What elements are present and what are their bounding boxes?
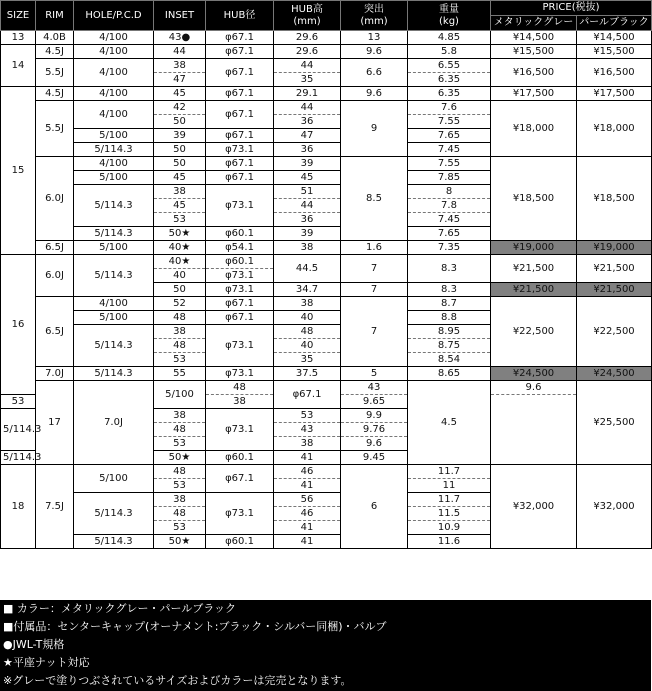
hub-height-cell: 43	[341, 381, 408, 395]
weight-cell: 9.65	[341, 395, 408, 409]
note-soldout: ※グレーで塗りつぶされているサイズおよびカラーは完売となります。	[3, 674, 352, 687]
hub-dia-cell: φ67.1	[206, 297, 274, 311]
hub-height-cell: 34.7	[274, 283, 341, 297]
header-hub-height	[274, 1, 341, 31]
weight-cell: 8.3	[408, 255, 491, 283]
weight-cell: 7.65	[408, 227, 491, 241]
price-pearl-black-cell-soldout: ¥24,500	[577, 367, 652, 381]
hub-height-cell: 29.1	[274, 87, 341, 101]
hub-height-cell: 48	[274, 325, 341, 339]
price-pearl-black-cell: ¥18,000	[577, 101, 652, 157]
inset-cell: 45	[154, 171, 206, 185]
header-inset: INSET	[154, 1, 206, 31]
inset-cell: 47	[154, 73, 206, 87]
weight-cell: 6.35	[408, 73, 491, 87]
weight-cell: 5.8	[408, 45, 491, 59]
inset-cell: 38	[154, 493, 206, 507]
inset-cell: 38	[154, 185, 206, 199]
inset-cell: 50★	[154, 535, 206, 549]
hub-dia-cell: φ73.1	[206, 143, 274, 157]
protrusion-cell: 7	[341, 283, 408, 297]
protrusion-cell: 5	[341, 367, 408, 381]
hub-dia-cell: φ67.1	[206, 31, 274, 45]
size-cell: 13	[1, 31, 36, 45]
hub-height-cell: 41	[274, 451, 341, 465]
header-size: SIZE	[1, 1, 36, 31]
price-pearl-black-cell-soldout: ¥21,500	[577, 283, 652, 297]
protrusion-cell: 8.5	[341, 157, 408, 241]
weight-cell: 11.5	[408, 507, 491, 521]
weight-cell: 7.65	[408, 129, 491, 143]
weight-cell: 7.55	[408, 115, 491, 129]
price-metallic-gray-cell-soldout: ¥19,000	[491, 241, 577, 255]
price-pearl-black-cell: ¥15,500	[577, 45, 652, 59]
weight-cell: 9.76	[341, 423, 408, 437]
inset-cell: 50	[154, 283, 206, 297]
weight-cell: 8.54	[408, 353, 491, 367]
header-weight	[408, 1, 491, 31]
pcd-cell: 5/100	[74, 311, 154, 325]
header-weight-label: 重量	[439, 3, 459, 15]
inset-cell: 48	[154, 465, 206, 479]
weight-cell: 8.95	[408, 325, 491, 339]
header-protrusion-label: 突出	[364, 3, 384, 15]
hub-height-cell: 39	[274, 227, 341, 241]
inset-cell: 53	[154, 437, 206, 451]
rim-cell: 6.5J	[36, 241, 74, 255]
hub-height-cell: 44.5	[274, 255, 341, 283]
weight-cell: 8.65	[408, 367, 491, 381]
hub-dia-cell: φ73.1	[206, 325, 274, 367]
table-row	[1, 297, 652, 311]
hub-dia-cell: φ67.1	[206, 101, 274, 129]
hub-dia-cell: φ73.1	[206, 269, 274, 283]
hub-height-cell: 38	[206, 395, 274, 409]
rim-cell: 6.0J	[36, 157, 74, 241]
header-protrusion	[341, 1, 408, 31]
table-row	[1, 59, 652, 73]
hub-height-cell: 38	[274, 241, 341, 255]
hub-height-cell: 46	[274, 507, 341, 521]
hub-dia-cell: φ54.1	[206, 241, 274, 255]
table-row	[1, 241, 652, 255]
price-metallic-gray-cell: ¥18,500	[491, 157, 577, 241]
weight-cell: 9.6	[341, 437, 408, 451]
pcd-cell: 5/100	[74, 241, 154, 255]
note-accessories: ■付属品：センターキャップ(オーナメント:ブラック・シルバー同梱)・バルブ	[3, 620, 387, 633]
pcd-cell: 4/100	[74, 101, 154, 129]
price-pearl-black-cell: ¥17,500	[577, 87, 652, 101]
table-row	[1, 381, 652, 395]
hub-height-cell: 29.6	[274, 45, 341, 59]
size-cell: 14	[1, 45, 36, 87]
table-row	[1, 101, 652, 115]
rim-cell: 7.0J	[36, 367, 74, 381]
price-pearl-black-cell: ¥14,500	[577, 31, 652, 45]
weight-cell: 10.9	[408, 521, 491, 535]
inset-cell: 53	[154, 479, 206, 493]
weight-cell: 9.9	[341, 409, 408, 423]
header-hub-height-label: HUB高	[291, 3, 323, 15]
protrusion-cell: 9.6	[341, 87, 408, 101]
header-hole-pcd: HOLE/P.C.D	[74, 1, 154, 31]
protrusion-cell: 13	[341, 31, 408, 45]
hub-height-cell: 35	[274, 73, 341, 87]
inset-cell: 40★	[154, 255, 206, 269]
pcd-cell: 4/100	[74, 31, 154, 45]
protrusion-cell: 7	[341, 297, 408, 367]
hub-height-cell: 29.6	[274, 31, 341, 45]
note-flat-seat-nut: ★平座ナット対応	[3, 656, 90, 669]
header-weight-unit: (kg)	[439, 15, 459, 27]
hub-dia-cell: φ73.1	[206, 185, 274, 227]
hub-dia-cell: φ60.1	[206, 535, 274, 549]
price-metallic-gray-cell: ¥18,000	[491, 101, 577, 157]
weight-cell: 9.45	[341, 451, 408, 465]
price-pearl-black-cell: ¥16,500	[577, 59, 652, 87]
hub-height-cell: 43	[274, 423, 341, 437]
inset-cell: 50★	[154, 451, 206, 465]
rim-cell: 4.0B	[36, 31, 74, 45]
hub-height-cell: 38	[274, 437, 341, 451]
weight-cell: 8	[408, 185, 491, 199]
inset-cell: 50	[154, 115, 206, 129]
protrusion-cell: 7	[341, 255, 408, 283]
hub-dia-cell: φ67.1	[206, 45, 274, 59]
hub-dia-cell: φ67.1	[206, 171, 274, 185]
pcd-cell: 4/100	[74, 45, 154, 59]
weight-cell: 7.6	[408, 101, 491, 115]
protrusion-cell: 6	[341, 465, 408, 549]
inset-cell: 53	[1, 395, 36, 409]
hub-dia-cell: φ73.1	[206, 409, 274, 451]
pcd-cell: 4/100	[74, 157, 154, 171]
hub-dia-cell: φ67.1	[206, 157, 274, 171]
weight-cell: 7.85	[408, 171, 491, 185]
inset-cell: 55	[154, 367, 206, 381]
hub-dia-cell: φ67.1	[206, 465, 274, 493]
hub-height-cell: 41	[274, 521, 341, 535]
hub-height-cell: 44	[274, 101, 341, 115]
inset-cell: 40	[154, 269, 206, 283]
weight-cell: 8.8	[408, 311, 491, 325]
hub-dia-cell: φ60.1	[206, 451, 274, 465]
header-row-1	[1, 1, 652, 16]
pcd-cell: 4/100	[74, 87, 154, 101]
header-hub-diameter: HUB径	[206, 1, 274, 31]
pcd-cell: 5/114.3	[1, 451, 36, 465]
size-cell: 15	[1, 87, 36, 255]
hub-dia-cell: φ67.1	[206, 129, 274, 143]
pcd-cell: 5/114.3	[74, 493, 154, 535]
pcd-cell: 5/100	[74, 129, 154, 143]
price-pearl-black-cell: ¥18,500	[577, 157, 652, 241]
hub-height-cell: 40	[274, 339, 341, 353]
inset-cell: 50	[154, 143, 206, 157]
hub-height-cell: 37.5	[274, 367, 341, 381]
header-protrusion-unit: (mm)	[360, 15, 388, 27]
pcd-cell: 5/100	[74, 465, 154, 493]
hub-dia-cell: φ67.1	[206, 87, 274, 101]
weight-cell: 7.55	[408, 157, 491, 171]
rim-cell: 4.5J	[36, 45, 74, 59]
weight-cell: 9.6	[491, 381, 577, 395]
note-colors: ■ カラー：メタリックグレー・パールブラック	[3, 602, 237, 615]
inset-cell: 48	[154, 423, 206, 437]
hub-height-cell: 39	[274, 157, 341, 171]
hub-height-cell: 35	[274, 353, 341, 367]
inset-cell: 53	[154, 521, 206, 535]
rim-cell: 4.5J	[36, 87, 74, 101]
hub-height-cell: 46	[274, 465, 341, 479]
pcd-cell: 4/100	[74, 297, 154, 311]
header-hub-height-unit: (mm)	[293, 15, 321, 27]
inset-cell: 39	[154, 129, 206, 143]
price-metallic-gray-cell: ¥32,000	[491, 465, 577, 549]
price-pearl-black-cell: ¥32,000	[577, 465, 652, 549]
table-row	[1, 157, 652, 171]
rim-cell: 6.5J	[36, 297, 74, 367]
weight-cell: 11	[408, 479, 491, 493]
table-row	[1, 367, 652, 381]
weight-cell: 7.45	[408, 143, 491, 157]
pcd-cell: 5/114.3	[74, 185, 154, 227]
weight-cell: 8.3	[408, 283, 491, 297]
price-metallic-gray-cell: ¥22,500	[491, 297, 577, 367]
price-metallic-gray-cell: ¥14,500	[491, 31, 577, 45]
notes-footer	[0, 600, 651, 691]
price-pearl-black-cell: ¥22,500	[577, 297, 652, 367]
hub-height-cell: 40	[274, 311, 341, 325]
inset-cell: 50	[154, 157, 206, 171]
size-cell: 16	[1, 255, 36, 395]
weight-cell: 7.8	[408, 199, 491, 213]
pcd-cell: 5/114.3	[74, 367, 154, 381]
price-metallic-gray-cell: ¥21,500	[491, 255, 577, 283]
weight-cell: 6.35	[408, 87, 491, 101]
table-row	[1, 31, 652, 45]
hub-height-cell: 36	[274, 213, 341, 227]
rim-cell: 7.5J	[36, 465, 74, 549]
weight-cell: 11.7	[408, 465, 491, 479]
price-pearl-black-cell-soldout: ¥19,000	[577, 241, 652, 255]
pcd-cell: 5/114.3	[1, 409, 36, 451]
inset-cell: 43●	[154, 31, 206, 45]
rim-cell: 6.0J	[36, 255, 74, 297]
hub-height-cell: 51	[274, 185, 341, 199]
header-price: PRICE(税抜)	[491, 1, 652, 16]
price-metallic-gray-cell-soldout: ¥21,500	[491, 283, 577, 297]
pcd-cell: 5/100	[74, 171, 154, 185]
price-metallic-gray-cell: ¥25,500	[577, 381, 652, 465]
protrusion-cell: 9.6	[341, 45, 408, 59]
inset-cell: 38	[154, 409, 206, 423]
hub-dia-cell: φ73.1	[206, 283, 274, 297]
table-row	[1, 255, 652, 269]
inset-cell: 44	[154, 45, 206, 59]
inset-cell: 52	[154, 297, 206, 311]
hub-dia-cell: φ73.1	[206, 493, 274, 535]
hub-height-cell: 36	[274, 115, 341, 129]
hub-height-cell: 56	[274, 493, 341, 507]
pcd-cell: 5/100	[154, 381, 206, 409]
pcd-cell: 5/114.3	[74, 143, 154, 157]
weight-cell: 8.7	[408, 297, 491, 311]
size-cell: 18	[1, 465, 36, 549]
inset-cell: 45	[154, 87, 206, 101]
size-cell: 17	[36, 381, 74, 465]
protrusion-cell: 6.6	[341, 59, 408, 87]
hub-height-cell: 45	[274, 171, 341, 185]
hub-height-cell: 47	[274, 129, 341, 143]
weight-cell: 11.7	[408, 493, 491, 507]
inset-cell: 48	[206, 381, 274, 395]
pcd-cell: 5/114.3	[74, 325, 154, 367]
weight-cell: 7.45	[408, 213, 491, 227]
rim-cell: 7.0J	[74, 381, 154, 465]
price-metallic-gray-cell-soldout: ¥24,500	[491, 367, 577, 381]
header-rim: RIM	[36, 1, 74, 31]
header-price-pearl-black: パールブラック	[577, 16, 652, 31]
inset-cell: 38	[154, 59, 206, 73]
rim-cell: 5.5J	[36, 59, 74, 87]
header-price-metallic-gray: メタリックグレー	[491, 16, 577, 31]
price-metallic-gray-cell: ¥15,500	[491, 45, 577, 59]
weight-cell: 6.55	[408, 59, 491, 73]
inset-cell: 48	[154, 507, 206, 521]
hub-height-cell: 41	[274, 479, 341, 493]
weight-cell: 7.35	[408, 241, 491, 255]
table-row	[1, 45, 652, 59]
inset-cell: 53	[154, 353, 206, 367]
inset-cell: 38	[154, 325, 206, 339]
table-row	[1, 465, 652, 479]
protrusion-cell: 9	[341, 101, 408, 157]
table-row	[1, 87, 652, 101]
hub-dia-cell: φ67.1	[274, 381, 341, 409]
hub-dia-cell: φ60.1	[206, 227, 274, 241]
weight-cell: 11.6	[408, 535, 491, 549]
price-pearl-black-cell: ¥21,500	[577, 255, 652, 283]
inset-cell: 42	[154, 101, 206, 115]
pcd-cell: 4/100	[74, 59, 154, 87]
inset-cell: 50★	[154, 227, 206, 241]
pcd-cell: 5/114.3	[74, 255, 154, 297]
note-jwl-standard: ●JWL-T規格	[3, 638, 65, 651]
protrusion-cell: 4.5	[408, 381, 491, 465]
inset-cell: 40★	[154, 241, 206, 255]
weight-cell: 4.85	[408, 31, 491, 45]
hub-dia-cell: φ60.1	[206, 255, 274, 269]
inset-cell: 48	[154, 311, 206, 325]
weight-cell: 8.75	[408, 339, 491, 353]
protrusion-cell: 1.6	[341, 241, 408, 255]
hub-height-cell: 38	[274, 297, 341, 311]
rim-cell: 5.5J	[36, 101, 74, 157]
hub-dia-cell: φ67.1	[206, 59, 274, 87]
price-metallic-gray-cell: ¥17,500	[491, 87, 577, 101]
price-metallic-gray-cell: ¥16,500	[491, 59, 577, 87]
hub-height-cell: 44	[274, 199, 341, 213]
hub-height-cell: 44	[274, 59, 341, 73]
hub-dia-cell: φ73.1	[206, 367, 274, 381]
hub-dia-cell: φ67.1	[206, 311, 274, 325]
pcd-cell: 5/114.3	[74, 535, 154, 549]
inset-cell: 53	[154, 213, 206, 227]
inset-cell: 45	[154, 199, 206, 213]
inset-cell: 48	[154, 339, 206, 353]
hub-height-cell: 36	[274, 143, 341, 157]
hub-height-cell: 41	[274, 535, 341, 549]
pcd-cell: 5/114.3	[74, 227, 154, 241]
hub-height-cell: 53	[274, 409, 341, 423]
